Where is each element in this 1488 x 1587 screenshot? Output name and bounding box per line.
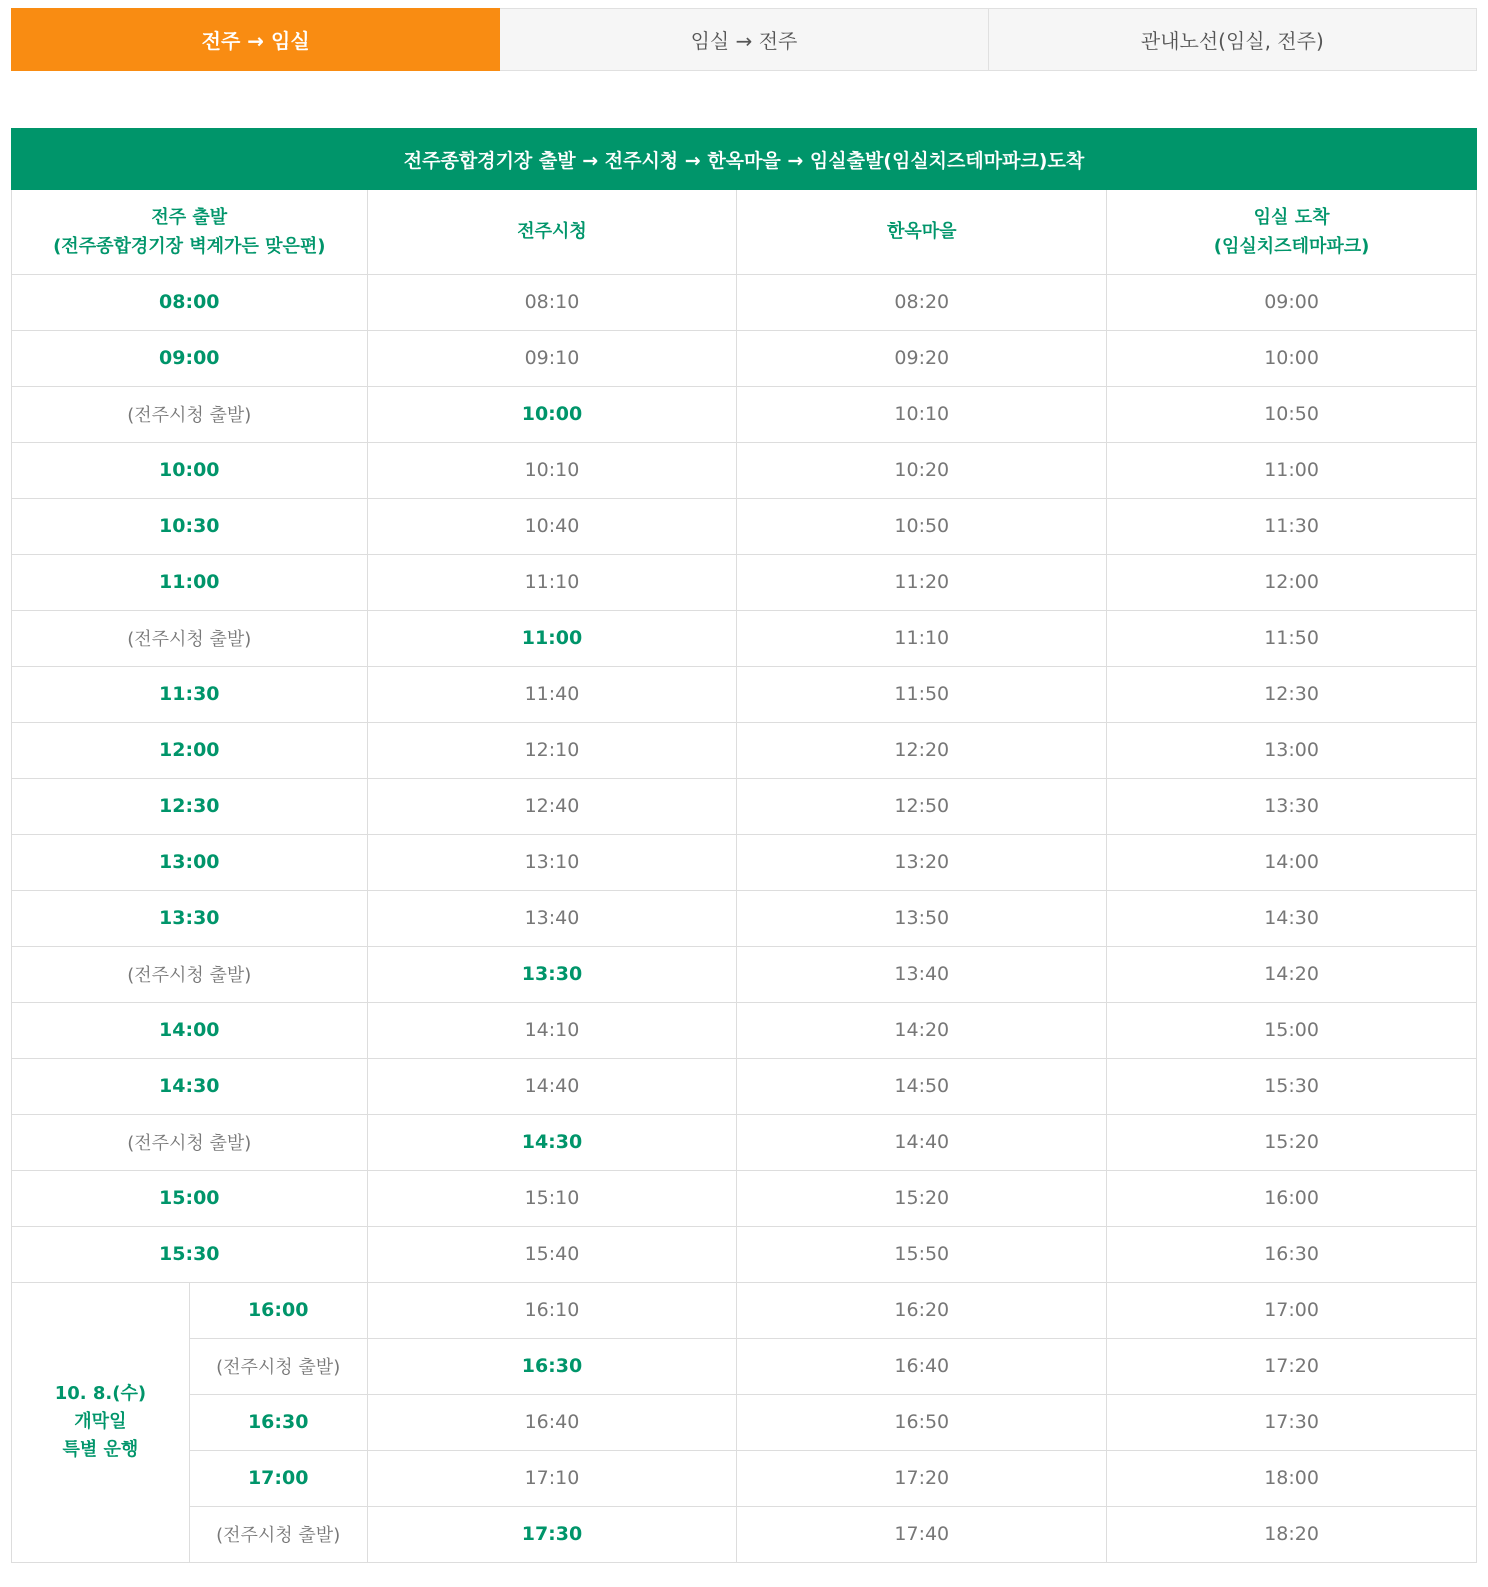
table-row-special <box>12 1450 1477 1506</box>
special-service-label <box>12 1282 190 1562</box>
table-row-special <box>12 1282 1477 1338</box>
arrival-cell: 18:00 <box>1107 1450 1477 1506</box>
table-row <box>12 498 1477 554</box>
column-header-arrival <box>1107 190 1477 274</box>
city-hall-cell: 14:10 <box>367 1002 737 1058</box>
arrival-cell: 13:00 <box>1107 722 1477 778</box>
hanok-village-cell: 15:50 <box>737 1226 1107 1282</box>
table-row <box>12 1226 1477 1282</box>
table-row <box>12 1002 1477 1058</box>
city-hall-cell: 13:10 <box>367 834 737 890</box>
table-row <box>12 386 1477 442</box>
header-line: (임실치즈테마파크) <box>1213 235 1370 257</box>
arrival-cell: 15:30 <box>1107 1058 1477 1114</box>
arrival-cell: 11:00 <box>1107 442 1477 498</box>
tab-jeonju-to-imsil[interactable] <box>11 8 500 71</box>
departure-cell: (전주시청 출발) <box>189 1506 367 1562</box>
departure-cell: 12:00 <box>12 722 368 778</box>
table-row <box>12 1058 1477 1114</box>
hanok-village-cell: 10:50 <box>737 498 1107 554</box>
arrival-cell: 15:20 <box>1107 1114 1477 1170</box>
city-hall-cell: 10:00 <box>367 386 737 442</box>
arrival-cell: 17:30 <box>1107 1394 1477 1450</box>
departure-cell: (전주시청 출발) <box>12 946 368 1002</box>
departure-cell: 11:00 <box>12 554 368 610</box>
departure-cell: 16:30 <box>189 1394 367 1450</box>
departure-cell: 08:00 <box>12 274 368 330</box>
table-row <box>12 946 1477 1002</box>
arrival-cell: 12:00 <box>1107 554 1477 610</box>
hanok-village-cell: 15:20 <box>737 1170 1107 1226</box>
hanok-village-cell: 11:50 <box>737 666 1107 722</box>
arrival-cell: 17:00 <box>1107 1282 1477 1338</box>
hanok-village-cell: 17:20 <box>737 1450 1107 1506</box>
city-hall-cell: 11:40 <box>367 666 737 722</box>
column-header-city-hall: 전주시청 <box>367 190 737 274</box>
city-hall-cell: 11:10 <box>367 554 737 610</box>
table-row-special <box>12 1338 1477 1394</box>
table-row <box>12 722 1477 778</box>
arrival-cell: 11:50 <box>1107 610 1477 666</box>
hanok-village-cell: 10:10 <box>737 386 1107 442</box>
departure-cell: (전주시청 출발) <box>12 386 368 442</box>
departure-cell: 11:30 <box>12 666 368 722</box>
column-header-departure <box>12 190 368 274</box>
header-line: (전주종합경기장 벽계가든 맞은편) <box>53 235 326 257</box>
departure-cell: (전주시청 출발) <box>12 610 368 666</box>
table-row <box>12 442 1477 498</box>
hanok-village-cell: 16:40 <box>737 1338 1107 1394</box>
hanok-village-cell: 13:50 <box>737 890 1107 946</box>
city-hall-cell: 11:00 <box>367 610 737 666</box>
arrival-cell: 14:20 <box>1107 946 1477 1002</box>
tab-label: 관내노선(임실, 전주) <box>1140 29 1324 53</box>
city-hall-cell: 09:10 <box>367 330 737 386</box>
tab-label: 임실 → 전주 <box>690 29 798 53</box>
table-row <box>12 834 1477 890</box>
table-row <box>12 1114 1477 1170</box>
departure-cell: 14:30 <box>12 1058 368 1114</box>
departure-cell: 14:00 <box>12 1002 368 1058</box>
departure-cell: 10:30 <box>12 498 368 554</box>
city-hall-cell: 12:40 <box>367 778 737 834</box>
departure-cell: 13:30 <box>12 890 368 946</box>
table-row <box>12 330 1477 386</box>
arrival-cell: 16:00 <box>1107 1170 1477 1226</box>
timetable-container <box>11 8 1477 1563</box>
hanok-village-cell: 16:50 <box>737 1394 1107 1450</box>
hanok-village-cell: 16:20 <box>737 1282 1107 1338</box>
special-label-line: 10. 8.(수) <box>54 1383 147 1404</box>
special-label-line: 개막일 <box>74 1411 127 1432</box>
arrival-cell: 15:00 <box>1107 1002 1477 1058</box>
city-hall-cell: 17:30 <box>367 1506 737 1562</box>
hanok-village-cell: 12:50 <box>737 778 1107 834</box>
route-title: 전주종합경기장 출발 → 전주시청 → 한옥마을 → 임실출발(임실치즈테마파크)도착 <box>11 128 1477 190</box>
city-hall-cell: 17:10 <box>367 1450 737 1506</box>
departure-cell: 16:00 <box>189 1282 367 1338</box>
arrival-cell: 10:00 <box>1107 330 1477 386</box>
arrival-cell: 13:30 <box>1107 778 1477 834</box>
table-row <box>12 778 1477 834</box>
hanok-village-cell: 11:20 <box>737 554 1107 610</box>
departure-cell: 09:00 <box>12 330 368 386</box>
city-hall-cell: 13:40 <box>367 890 737 946</box>
table-row <box>12 610 1477 666</box>
arrival-cell: 14:30 <box>1107 890 1477 946</box>
city-hall-cell: 15:10 <box>367 1170 737 1226</box>
departure-cell: 13:00 <box>12 834 368 890</box>
table-row <box>12 666 1477 722</box>
hanok-village-cell: 11:10 <box>737 610 1107 666</box>
arrival-cell: 17:20 <box>1107 1338 1477 1394</box>
city-hall-cell: 08:10 <box>367 274 737 330</box>
departure-cell: 12:30 <box>12 778 368 834</box>
arrival-cell: 09:00 <box>1107 274 1477 330</box>
special-label-line: 특별 운행 <box>62 1439 139 1460</box>
timetable <box>11 190 1477 1563</box>
table-row <box>12 554 1477 610</box>
arrival-cell: 10:50 <box>1107 386 1477 442</box>
table-header-row <box>12 190 1477 274</box>
table-row-special <box>12 1506 1477 1562</box>
hanok-village-cell: 14:40 <box>737 1114 1107 1170</box>
city-hall-cell: 16:10 <box>367 1282 737 1338</box>
city-hall-cell: 16:40 <box>367 1394 737 1450</box>
hanok-village-cell: 09:20 <box>737 330 1107 386</box>
hanok-village-cell: 13:20 <box>737 834 1107 890</box>
city-hall-cell: 13:30 <box>367 946 737 1002</box>
city-hall-cell: 10:10 <box>367 442 737 498</box>
hanok-village-cell: 13:40 <box>737 946 1107 1002</box>
arrival-cell: 14:00 <box>1107 834 1477 890</box>
hanok-village-cell: 08:20 <box>737 274 1107 330</box>
city-hall-cell: 16:30 <box>367 1338 737 1394</box>
hanok-village-cell: 14:50 <box>737 1058 1107 1114</box>
table-row-special <box>12 1394 1477 1450</box>
arrival-cell: 11:30 <box>1107 498 1477 554</box>
header-line: 전주 출발 <box>151 206 228 228</box>
departure-cell: 15:30 <box>12 1226 368 1282</box>
hanok-village-cell: 10:20 <box>737 442 1107 498</box>
column-header-hanok-village: 한옥마을 <box>737 190 1107 274</box>
table-row <box>12 274 1477 330</box>
city-hall-cell: 14:30 <box>367 1114 737 1170</box>
table-row <box>12 1170 1477 1226</box>
hanok-village-cell: 14:20 <box>737 1002 1107 1058</box>
city-hall-cell: 12:10 <box>367 722 737 778</box>
departure-cell: (전주시청 출발) <box>189 1338 367 1394</box>
city-hall-cell: 10:40 <box>367 498 737 554</box>
departure-cell: 17:00 <box>189 1450 367 1506</box>
arrival-cell: 18:20 <box>1107 1506 1477 1562</box>
departure-cell: 10:00 <box>12 442 368 498</box>
hanok-village-cell: 12:20 <box>737 722 1107 778</box>
timetable-body <box>12 274 1477 1562</box>
arrival-cell: 12:30 <box>1107 666 1477 722</box>
city-hall-cell: 15:40 <box>367 1226 737 1282</box>
departure-cell: 15:00 <box>12 1170 368 1226</box>
header-line: 임실 도착 <box>1253 206 1330 228</box>
tab-label: 전주 → 임실 <box>201 29 310 53</box>
route-tabs <box>11 8 1477 71</box>
hanok-village-cell: 17:40 <box>737 1506 1107 1562</box>
departure-cell: (전주시청 출발) <box>12 1114 368 1170</box>
tab-local-routes[interactable] <box>989 8 1477 71</box>
city-hall-cell: 14:40 <box>367 1058 737 1114</box>
table-row <box>12 890 1477 946</box>
tab-imsil-to-jeonju[interactable] <box>500 8 988 71</box>
arrival-cell: 16:30 <box>1107 1226 1477 1282</box>
